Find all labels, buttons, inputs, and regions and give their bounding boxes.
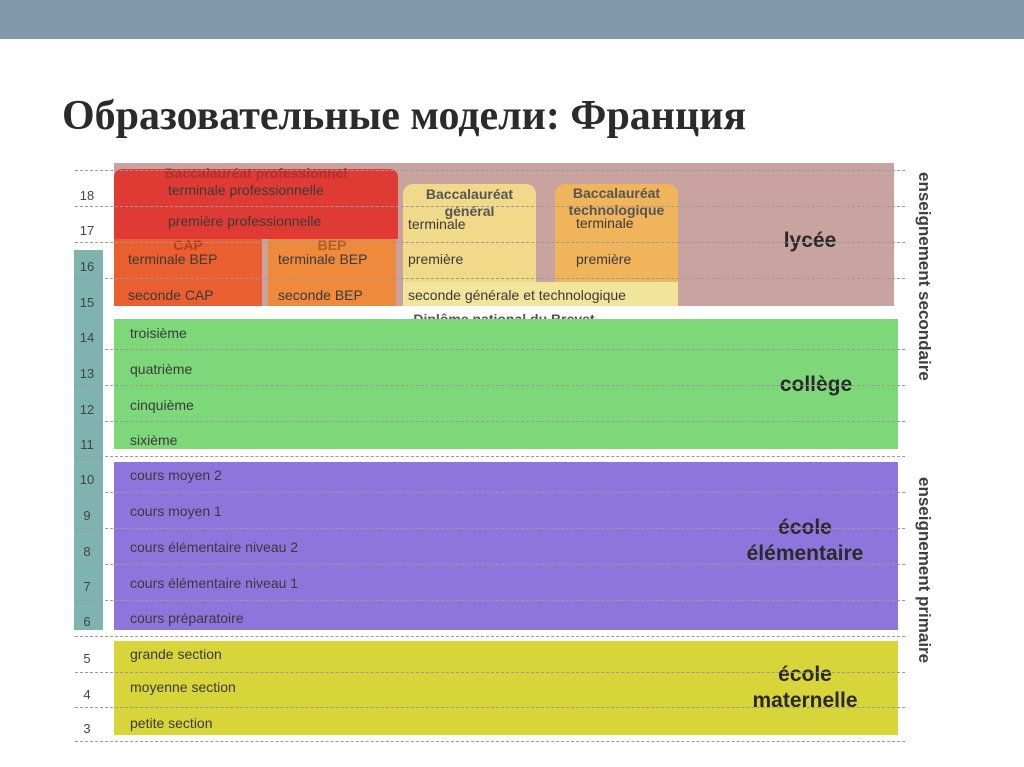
terminale-techno-label: terminale bbox=[576, 215, 634, 231]
college-grade-6: sixième bbox=[130, 432, 178, 448]
row-divider bbox=[75, 672, 905, 673]
elementaire-label-2: élémentaire bbox=[746, 542, 864, 565]
age-label: 11 bbox=[80, 437, 94, 452]
terminale-bep-cap-label: terminale BEP bbox=[128, 251, 218, 267]
row-divider bbox=[75, 170, 905, 171]
bac-pro-label: Baccalauréat professionnel bbox=[164, 165, 348, 181]
seconde-gt-label: seconde générale et technologique bbox=[408, 287, 626, 303]
bac-techno-label-2: technologique bbox=[568, 202, 665, 218]
bac-techno-label-1: Baccalauréat bbox=[572, 185, 661, 201]
bac-general-label-2: général bbox=[444, 203, 495, 219]
cap-label: CAP bbox=[173, 237, 203, 253]
age-label: 12 bbox=[79, 402, 95, 417]
age-label: 3 bbox=[83, 721, 91, 736]
maternelle-grade-ms: moyenne section bbox=[130, 679, 236, 695]
elementaire-label-1: école bbox=[778, 516, 832, 539]
maternelle-grade-ps: petite section bbox=[130, 715, 213, 731]
premiere-general-label: première bbox=[408, 251, 464, 267]
row-divider bbox=[75, 600, 905, 601]
age-label: 14 bbox=[79, 330, 95, 345]
age-label: 16 bbox=[79, 259, 95, 274]
elementaire-grade-cp: cours préparatoire bbox=[130, 610, 244, 626]
college-grade-5: cinquième bbox=[130, 397, 194, 413]
age-label: 13 bbox=[79, 366, 95, 381]
lycee-label: lycée bbox=[783, 229, 837, 252]
row-divider bbox=[75, 421, 905, 422]
terminale-general-label: terminale bbox=[408, 216, 466, 232]
age-label: 15 bbox=[79, 295, 95, 310]
row-divider bbox=[75, 636, 905, 637]
terminale-bep-label: terminale BEP bbox=[278, 251, 368, 267]
age-label: 8 bbox=[83, 544, 91, 559]
elementaire-grade-ce2: cours élémentaire niveau 2 bbox=[130, 539, 299, 555]
bac-general-label-1: Baccalauréat bbox=[425, 186, 514, 202]
maternelle-label-1: école bbox=[778, 663, 832, 686]
age-label: 9 bbox=[83, 508, 91, 523]
premiere-techno-label: première bbox=[576, 251, 632, 267]
age-label: 7 bbox=[83, 579, 91, 594]
side-label-secondaire: enseignement secondaire bbox=[915, 172, 934, 381]
college-grade-4: quatrième bbox=[130, 361, 193, 377]
terminale-pro-label: terminale professionnelle bbox=[168, 182, 324, 198]
elementaire-grade-ce1: cours élémentaire niveau 1 bbox=[130, 575, 299, 591]
seconde-bep-label: seconde BEP bbox=[278, 287, 363, 303]
side-label-primaire: enseignement primaire bbox=[915, 477, 934, 664]
top-bar bbox=[0, 0, 1024, 39]
maternelle-grade-gs: grande section bbox=[130, 646, 222, 662]
college-label: collège bbox=[779, 373, 853, 396]
seconde-cap-label: seconde CAP bbox=[128, 287, 214, 303]
age-label: 5 bbox=[83, 651, 91, 666]
row-divider bbox=[75, 278, 905, 279]
age-label: 6 bbox=[83, 614, 91, 629]
row-divider bbox=[75, 492, 905, 493]
row-divider bbox=[75, 741, 905, 742]
age-label: 4 bbox=[83, 687, 91, 702]
elementaire-grade-cm2: cours moyen 2 bbox=[130, 467, 222, 483]
row-divider bbox=[75, 349, 905, 350]
maternelle-label-2: maternelle bbox=[752, 689, 858, 712]
age-label: 17 bbox=[79, 223, 95, 238]
age-label: 18 bbox=[79, 188, 95, 203]
row-divider bbox=[75, 707, 905, 708]
row-divider bbox=[75, 385, 905, 386]
row-divider bbox=[75, 564, 905, 565]
row-divider bbox=[75, 528, 905, 529]
row-divider bbox=[75, 456, 905, 457]
age-label: 10 bbox=[79, 472, 95, 487]
page-title: Образовательные модели: Франция bbox=[62, 93, 747, 139]
row-divider bbox=[75, 206, 905, 207]
premiere-pro-label: première professionnelle bbox=[168, 213, 322, 229]
college-grade-3: troisième bbox=[130, 325, 187, 341]
elementaire-grade-cm1: cours moyen 1 bbox=[130, 503, 222, 519]
bep-label: BEP bbox=[317, 237, 347, 253]
row-divider bbox=[75, 242, 905, 243]
